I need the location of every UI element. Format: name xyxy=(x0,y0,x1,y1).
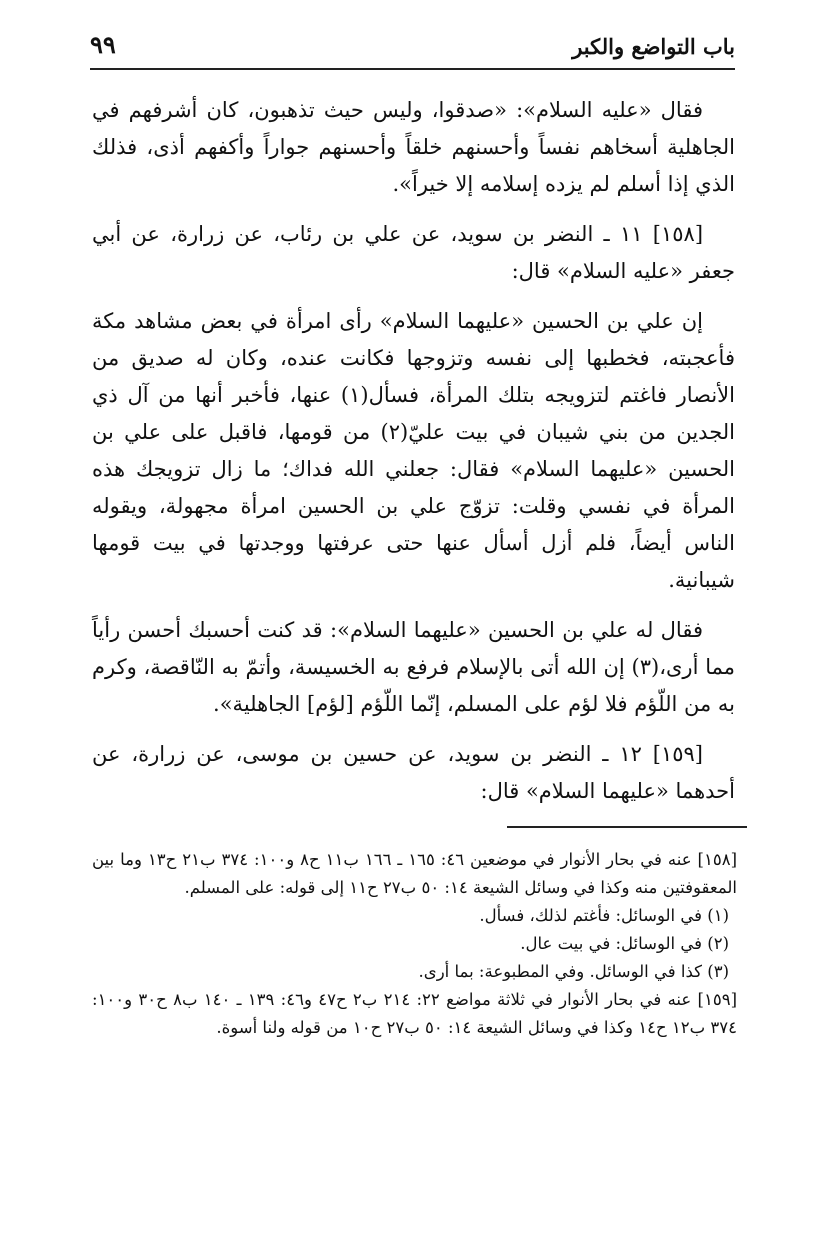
paragraph: فقال له علي بن الحسين «عليهما السلام»: قد كنت أحسبك أحسن رأياً مما أرى،(٣) إن الله أتى بالإسلام فرفع به الخسيسة، وأتمّ به النّاقصة، وكرم به من اللّؤم فلا لؤم على المسلم، إنّما اللّؤم [لؤم] الجاهلية». xyxy=(92,618,735,716)
chapter-title: باب التواضع والكبر xyxy=(572,34,735,59)
hadith-chain-159: [١٥٩] ١٢ ـ النضر بن سويد، عن حسين بن موسى، عن زرارة، عن أحدهما «عليهما السلام» قال: xyxy=(92,742,735,803)
footnote-2: (٢) في الوسائل: في بيت عال. xyxy=(520,934,729,953)
footnote-source-158: [١٥٨] عنه في بحار الأنوار في موضعين ٤٦: ١٦٥ ـ ١٦٦ ب١١ ح٨ و١٠٠: ٣٧٤ ب٢١ ح١٣ وما بين المعقوفتين منه وكذا في وسائل الشيعة ١٤: ٥٠ ب٢٧ ح١١ إلى قوله: على المسلم. xyxy=(92,850,738,897)
page-number: ٩٩ xyxy=(90,30,116,59)
hadith-chain-158: [١٥٨] ١١ ـ النضر بن سويد، عن علي بن رئاب، عن زرارة، عن أبي جعفر «عليه السلام» قال: xyxy=(92,222,735,283)
footnote-1: (١) في الوسائل: فأغتم لذلك، فسأل. xyxy=(479,906,729,925)
main-text xyxy=(92,92,735,823)
footnote-source-159: [١٥٩] عنه في بحار الأنوار في ثلاثة مواضع ٢٢: ٢١٤ ب٢ ح٤٧ و٤٦: ١٣٩ ـ ١٤٠ ب٨ ح٣٠ و١٠٠: ٣٧٤ ب١٢ ح١٤ وكذا في وسائل الشيعة ١٤: ٥٠ ب٢٧ ح١٠ من قوله ولنا أسوة. xyxy=(92,990,737,1037)
page-header xyxy=(90,28,735,70)
paragraph: فقال «عليه السلام»: «صدقوا، وليس حيث تذهبون، كان أشرفهم في الجاهلية أسخاهم نفساً وأحسنهم خلقاً وأحسنهم جواراً وأكفهم أذى، فذلك الذي إذا أسلم لم يزده إسلامه إلا خيراً». xyxy=(92,98,735,196)
paragraph: إن علي بن الحسين «عليهما السلام» رأى امرأة في بعض مشاهد مكة فأعجبته، فخطبها إلى نفسه وتزوجها فكانت عنده، وكان له صديق من الأنصار فاغتم لتزويجه بتلك المرأة، فسأل(١) عنها، فأخبر أنها من آل ذي الجدين من بني شيبان في بيت عليّ(٢) من قومها، فاقبل على علي بن الحسين «عليهما السلام» فقال: جعلني الله فداك؛ ما زال تزويجك هذه المرأة في نفسي وقلت: تزوّج علي بن الحسين امرأة مجهولة، ويقوله الناس أيضاً، فلم أزل أسأل عنها حتى عرفتها ووجدتها في بيت قومها شيبانية. xyxy=(92,309,735,592)
footnote-divider xyxy=(507,826,747,828)
footnotes xyxy=(92,846,737,1042)
footnote-3: (٣) كذا في الوسائل. وفي المطبوعة: بما أرى. xyxy=(418,962,729,981)
